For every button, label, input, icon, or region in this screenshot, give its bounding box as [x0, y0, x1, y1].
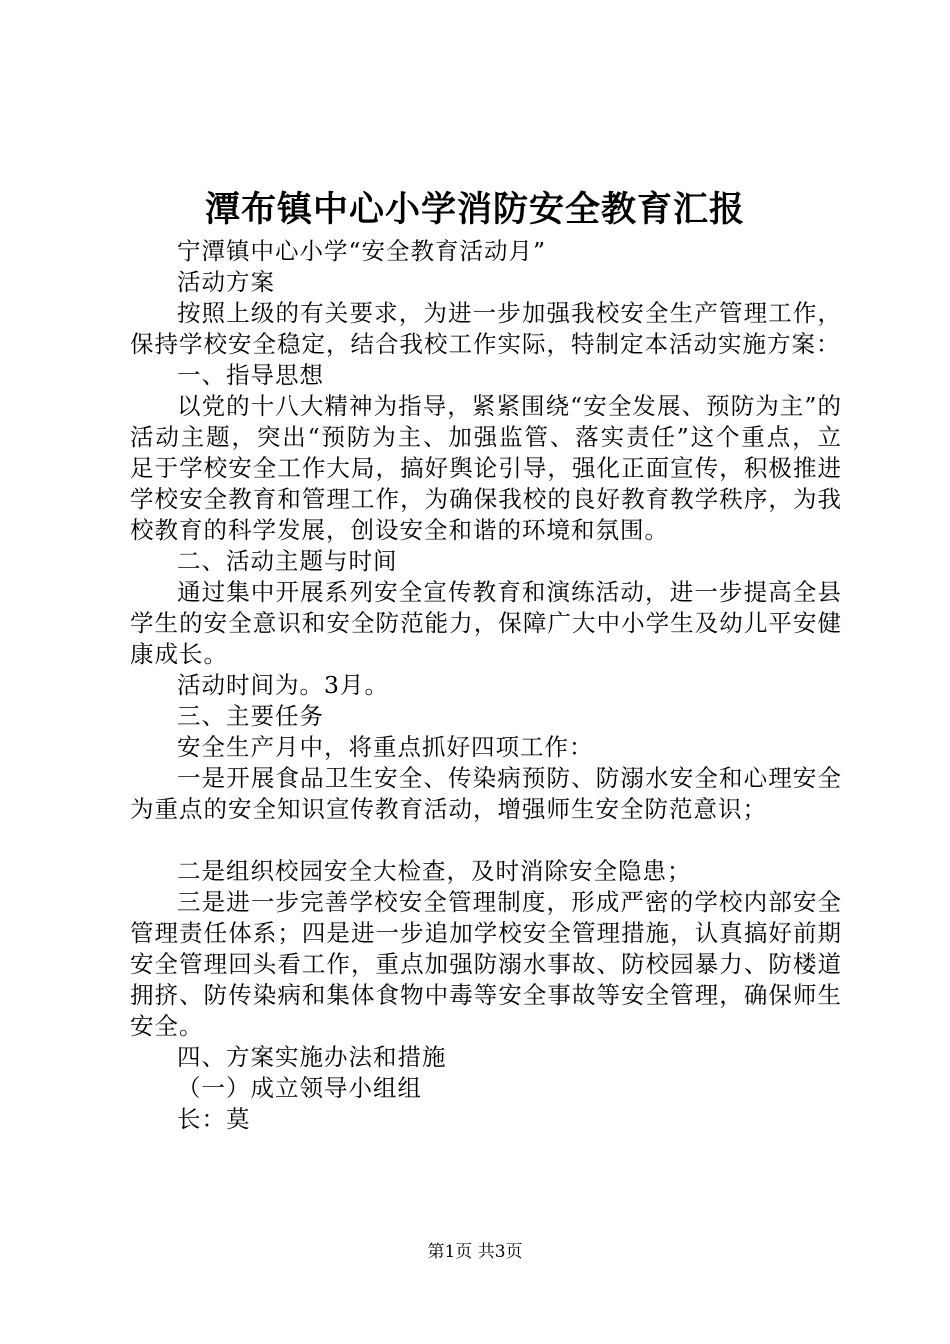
document-title: 潭布镇中心小学消防安全教育汇报	[204, 189, 745, 230]
body-paragraph: 活动时间为。3月。	[177, 671, 389, 699]
body-paragraph: 一是开展食品卫生安全、传染病预防、防溺水安全和心理安全为重点的安全知识宣传教育活动，增强师生安全防范意识；	[130, 764, 842, 823]
section-heading: 一、指导思想	[177, 361, 324, 389]
body-paragraph: 按照上级的有关要求，为进一步加强我校安全生产管理工作，保持学校安全稳定，结合我校工作实际，特制定本活动实施方案：	[130, 299, 842, 358]
body-paragraph: （一）成立领导小组组	[177, 1074, 422, 1102]
section-heading: 三、主要任务	[177, 702, 324, 730]
section-heading: 二、活动主题与时间	[177, 547, 398, 575]
body-paragraph: 三是进一步完善学校安全管理制度，形成严密的学校内部安全管理责任体系；四是进一步追加学校安全管理措施，认真搞好前期安全管理回头看工作，重点加强防溺水事故、防校园暴力、防楼道拥挤、防传染病和集体食物中毒等安全事故等安全管理，确保师生安全。	[130, 888, 842, 1040]
body-paragraph: 活动方案	[177, 268, 275, 296]
body-paragraph: 二是组织校园安全大检查，及时消除安全隐患；	[177, 857, 692, 885]
body-paragraph: 宁潭镇中心小学“安全教育活动月”	[177, 237, 547, 265]
page-indicator: 第1页 共3页	[427, 1242, 523, 1262]
body-paragraph: 以党的十八大精神为指导，紧紧围绕“安全发展、预防为主”的活动主题，突出“预防为主、加强监管、落实责任”这个重点，立足于学校安全工作大局，搞好舆论引导，强化正面宣传，积极推进学校安全教育和管理工作，为确保我校的良好教育教学秩序，为我校教育的科学发展，创设安全和谐的环境和氛围。	[130, 392, 842, 544]
body-paragraph: 长：莫	[177, 1105, 251, 1133]
body-paragraph: 通过集中开展系列安全宣传教育和演练活动，进一步提高全县学生的安全意识和安全防范能力，保障广大中小学生及幼儿平安健康成长。	[130, 578, 842, 668]
body-paragraph: 安全生产月中，将重点抓好四项工作：	[177, 733, 594, 761]
document-body	[130, 236, 842, 1135]
section-heading: 四、方案实施办法和措施	[177, 1043, 447, 1071]
